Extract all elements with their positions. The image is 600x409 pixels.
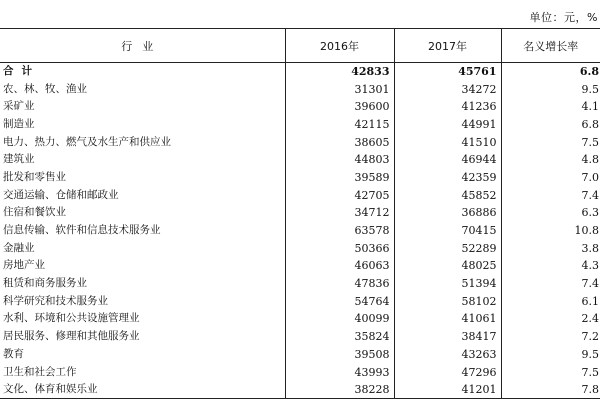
- value-2017-cell: 47296: [394, 363, 501, 381]
- industry-cell: 科学研究和技术服务业: [3, 294, 108, 307]
- value-2016-cell: 46063: [285, 257, 394, 275]
- growth-rate-cell: 10.8: [501, 222, 600, 240]
- growth-rate-cell: 2.4: [501, 310, 600, 328]
- value-2017-cell: 41061: [394, 310, 501, 328]
- industry-cell: 制造业: [3, 117, 35, 130]
- growth-rate-cell: 9.5: [501, 80, 600, 98]
- growth-rate-cell: 7.5: [501, 363, 600, 381]
- value-2016-cell: 42115: [285, 116, 394, 134]
- table-header-row: [0, 29, 600, 63]
- table-row: [0, 363, 600, 381]
- growth-rate-cell: 4.8: [501, 151, 600, 169]
- value-2016-cell: 43993: [285, 363, 394, 381]
- table-row: [0, 186, 600, 204]
- industry-cell: 合计: [3, 65, 40, 78]
- industry-cell: 水利、环境和公共设施管理业: [3, 312, 140, 325]
- value-2017-cell: 48025: [394, 257, 501, 275]
- wage-table: [0, 28, 600, 399]
- value-2017-cell: 43263: [394, 346, 501, 364]
- value-2017-cell: 41510: [394, 133, 501, 151]
- industry-cell: 农、林、牧、渔业: [3, 82, 87, 95]
- table-body: [0, 63, 600, 399]
- value-2017-cell: 45761: [394, 63, 501, 81]
- table-row: [0, 116, 600, 134]
- table-row: [0, 151, 600, 169]
- value-2017-cell: 38417: [394, 328, 501, 346]
- growth-rate-cell: 6.8: [501, 63, 600, 81]
- value-2017-cell: 42359: [394, 169, 501, 187]
- value-2016-cell: 35824: [285, 328, 394, 346]
- header-industry: 行业: [0, 29, 285, 63]
- value-2016-cell: 50366: [285, 239, 394, 257]
- growth-rate-cell: 9.5: [501, 346, 600, 364]
- growth-rate-cell: 6.3: [501, 204, 600, 222]
- value-2017-cell: 52289: [394, 239, 501, 257]
- industry-cell: 房地产业: [3, 259, 45, 272]
- table-row: [0, 310, 600, 328]
- table-row: [0, 275, 600, 293]
- industry-cell: 居民服务、修理和其他服务业: [3, 330, 140, 343]
- growth-rate-cell: 7.5: [501, 133, 600, 151]
- growth-rate-cell: 7.4: [501, 275, 600, 293]
- value-2016-cell: 38228: [285, 381, 394, 399]
- table-row: [0, 98, 600, 116]
- value-2016-cell: 63578: [285, 222, 394, 240]
- value-2016-cell: 39508: [285, 346, 394, 364]
- industry-cell: 信息传输、软件和信息技术服务业: [3, 224, 161, 237]
- table-row: [0, 204, 600, 222]
- growth-rate-cell: 7.0: [501, 169, 600, 187]
- table-row: [0, 239, 600, 257]
- growth-rate-cell: 6.1: [501, 292, 600, 310]
- value-2016-cell: 47836: [285, 275, 394, 293]
- table-row: [0, 328, 600, 346]
- table-row: [0, 80, 600, 98]
- value-2017-cell: 58102: [394, 292, 501, 310]
- table-row: [0, 292, 600, 310]
- value-2017-cell: 45852: [394, 186, 501, 204]
- table-row: [0, 133, 600, 151]
- value-2016-cell: 39589: [285, 169, 394, 187]
- industry-cell: 卫生和社会工作: [3, 365, 77, 378]
- value-2017-cell: 41236: [394, 98, 501, 116]
- industry-cell: 租赁和商务服务业: [3, 277, 87, 290]
- value-2017-cell: 34272: [394, 80, 501, 98]
- value-2016-cell: 38605: [285, 133, 394, 151]
- value-2017-cell: 44991: [394, 116, 501, 134]
- industry-cell: 住宿和餐饮业: [3, 206, 66, 219]
- value-2016-cell: 42833: [285, 63, 394, 81]
- table-row: [0, 169, 600, 187]
- growth-rate-cell: 4.3: [501, 257, 600, 275]
- value-2016-cell: 39600: [285, 98, 394, 116]
- header-growth: 名义增长率: [501, 29, 600, 63]
- value-2017-cell: 46944: [394, 151, 501, 169]
- industry-cell: 文化、体育和娱乐业: [0, 381, 285, 399]
- table-row: [0, 346, 600, 364]
- industry-cell: 建筑业: [3, 153, 35, 166]
- table-row: [0, 257, 600, 275]
- industry-cell: 采矿业: [3, 100, 35, 113]
- value-2017-cell: 36886: [394, 204, 501, 222]
- industry-cell: 金融业: [3, 241, 35, 254]
- table-total-row: [0, 63, 600, 81]
- value-2017-cell: 41201: [394, 381, 501, 399]
- unit-note: 单位：元，%: [529, 11, 598, 24]
- growth-rate-cell: 7.2: [501, 328, 600, 346]
- growth-rate-cell: 7.4: [501, 186, 600, 204]
- value-2016-cell: 42705: [285, 186, 394, 204]
- header-2017: 2017年: [394, 29, 501, 63]
- value-2016-cell: 34712: [285, 204, 394, 222]
- growth-rate-cell: 3.8: [501, 239, 600, 257]
- header-2016: 2016年: [285, 29, 394, 63]
- value-2016-cell: 40099: [285, 310, 394, 328]
- industry-cell: 批发和零售业: [3, 170, 66, 183]
- value-2017-cell: 70415: [394, 222, 501, 240]
- value-2017-cell: 51394: [394, 275, 501, 293]
- value-2016-cell: 44803: [285, 151, 394, 169]
- growth-rate-cell: 7.8: [501, 381, 600, 399]
- value-2016-cell: 54764: [285, 292, 394, 310]
- industry-cell: 教育: [3, 347, 24, 360]
- growth-rate-cell: 4.1: [501, 98, 600, 116]
- table-row: [0, 222, 600, 240]
- growth-rate-cell: 6.8: [501, 116, 600, 134]
- value-2016-cell: 31301: [285, 80, 394, 98]
- industry-cell: 交通运输、仓储和邮政业: [3, 188, 119, 201]
- industry-cell: 电力、热力、燃气及水生产和供应业: [3, 135, 171, 148]
- table-row: [0, 381, 600, 399]
